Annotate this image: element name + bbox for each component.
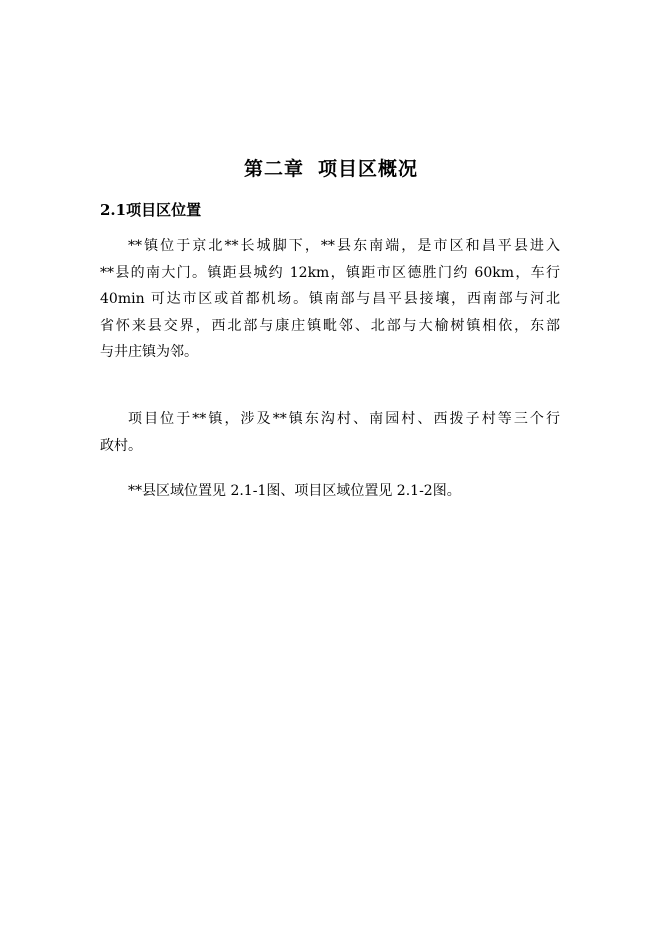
paragraph-project-scope	[100, 406, 560, 459]
paragraph-line: 与井庄镇为邻。	[100, 344, 198, 360]
paragraph-line: **镇位于京北**长城脚下，**县东南端，是市区和昌平县进入	[128, 238, 560, 254]
paragraph-line: **县的南大门。镇距县城约 12km，镇距市区德胜门约 60km，车行	[100, 264, 560, 281]
paragraph-line: **县区域位置见 2.1-1图、项目区域位置见 2.1-2图。	[128, 483, 461, 499]
paragraph-line: 40min 可达市区或首都机场。镇南部与昌平县接壤，西南部与河北	[100, 291, 560, 307]
paragraph-line: 政村。	[100, 437, 142, 454]
chapter-title	[0, 154, 662, 181]
paragraph-line: 省怀来县交界，西北部与康庄镇毗邻、北部与大榆树镇相依，东部	[100, 317, 560, 334]
chapter-name: 项目区概况	[318, 158, 419, 180]
paragraph-location	[100, 233, 560, 366]
section-heading: 2.1项目区位置	[100, 201, 202, 219]
chapter-number: 第二章	[243, 158, 304, 180]
paragraph-figure-reference	[100, 478, 560, 505]
paragraph-line: 项目位于**镇，涉及**镇东沟村、南园村、西拨子村等三个行	[128, 411, 560, 427]
